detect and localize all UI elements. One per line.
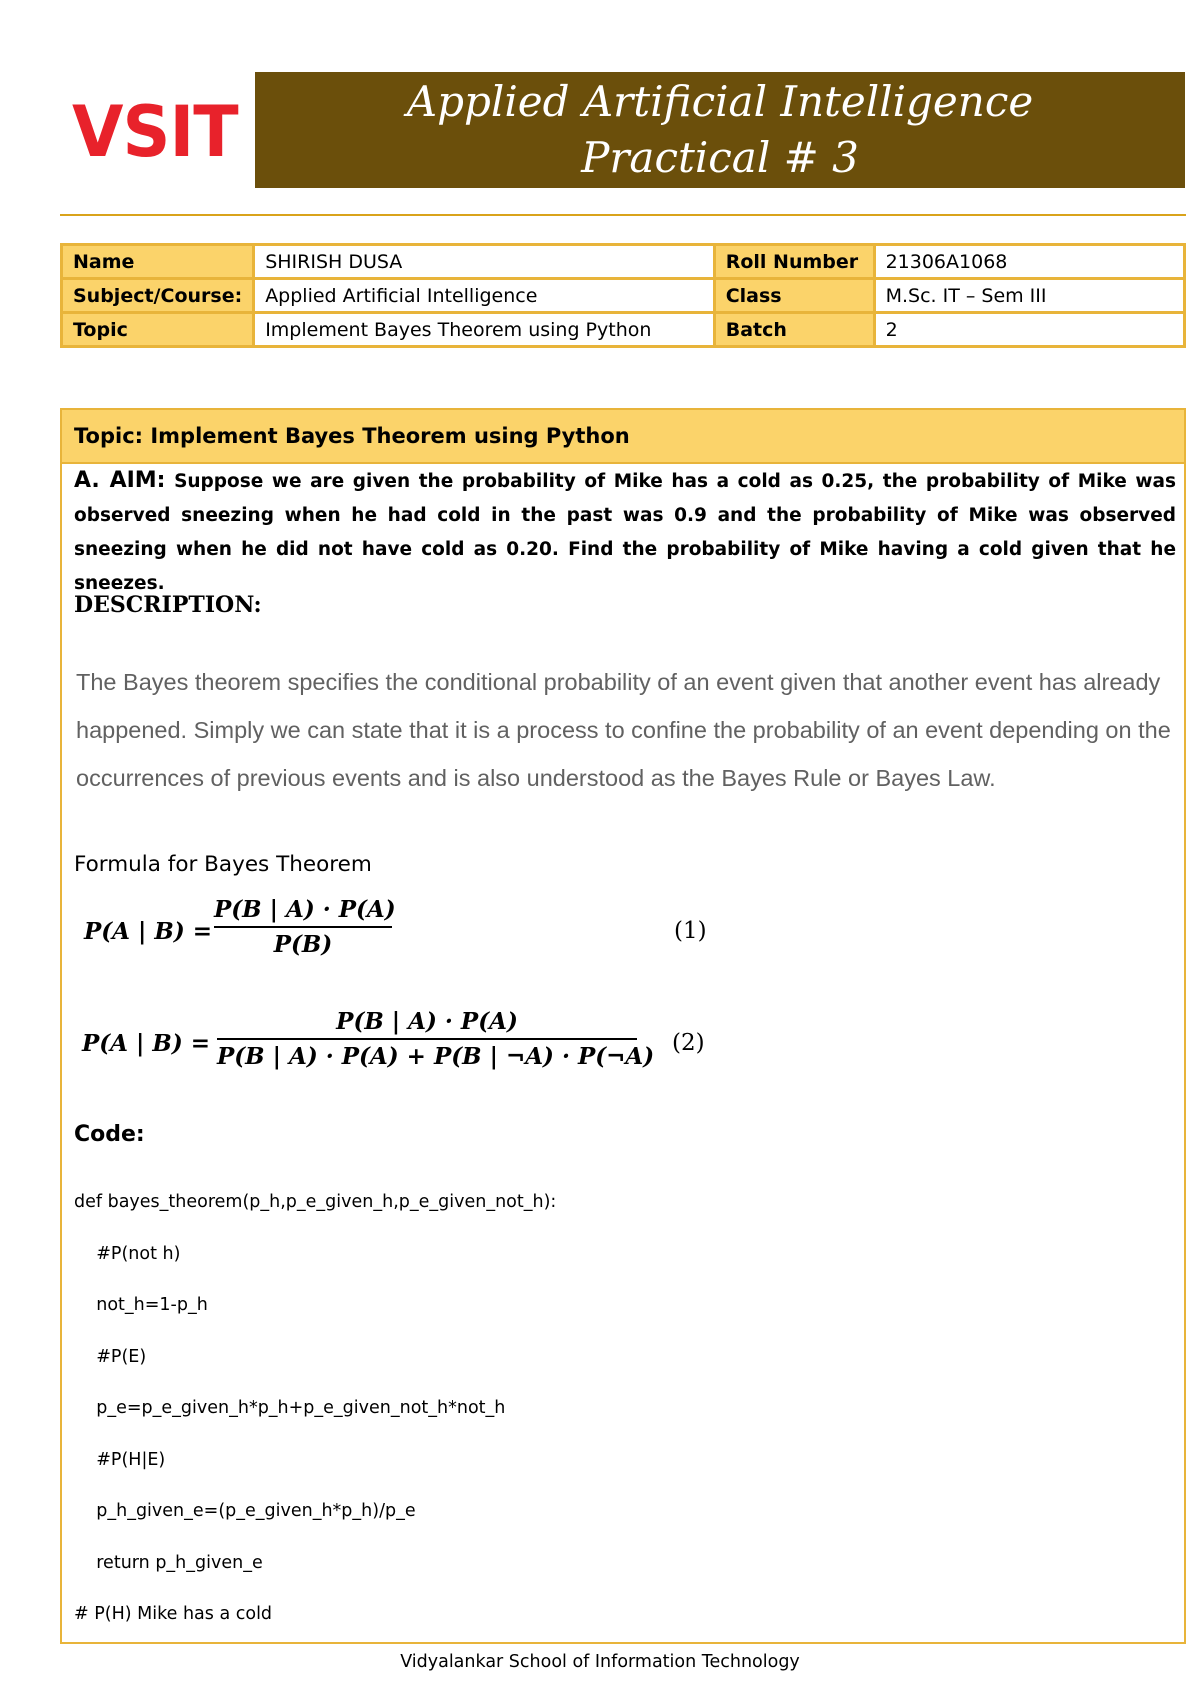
formula-label: Formula for Bayes Theorem: [74, 852, 372, 877]
code-line: p_h_given_e=(p_e_given_h*p_h)/p_e: [74, 1501, 416, 1521]
roll-number-label: Roll Number: [714, 245, 874, 279]
roll-number-value: 21306A1068: [874, 245, 1184, 279]
code-line: # P(H) Mike has a cold: [74, 1604, 273, 1624]
equation-1-lhs: P(A | B) =: [84, 918, 213, 945]
equation-2-lhs: P(A | B) =: [82, 1030, 211, 1057]
equation-2: [82, 1008, 742, 1088]
student-info-table: [60, 243, 1186, 348]
topic-heading: Topic: Implement Bayes Theorem using Python: [62, 410, 1184, 464]
code-line: p_e=p_e_given_h*p_h+p_e_given_not_h*not_h: [74, 1398, 506, 1418]
equation-1-numerator: P(B | A) · P(A): [214, 896, 396, 923]
code-line: def bayes_theorem(p_h,p_e_given_h,p_e_given_not_h):: [74, 1192, 557, 1212]
description-heading: DESCRIPTION:: [74, 592, 262, 618]
topic-value: Implement Bayes Theorem using Python: [254, 313, 715, 347]
table-row: [62, 279, 1185, 313]
code-heading: Code:: [74, 1122, 145, 1147]
code-block: [74, 1190, 556, 1654]
code-line: #P(E): [74, 1346, 147, 1367]
name-label: Name: [62, 245, 254, 279]
table-row: [62, 313, 1185, 347]
header-divider: [60, 214, 1186, 216]
code-line: return p_h_given_e: [74, 1552, 263, 1573]
subject-value: Applied Artificial Intelligence: [254, 279, 715, 313]
equation-1-number: (1): [674, 918, 707, 944]
equation-1-fraction: [214, 896, 396, 958]
equation-2-denominator: P(B | A) · P(A) + P(B | ¬A) · P(¬A): [217, 1042, 655, 1070]
code-line: #P(H|E): [74, 1449, 166, 1470]
description-text: The Bayes theorem specifies the conditional probability of an event given that another event has already happened. Simply we can state that it is a process to confine the probability of an event depending on the occurrences of previous events and is also understood as the Bayes Rule or Bayes Law.: [76, 669, 1171, 791]
title-banner: [255, 72, 1185, 188]
batch-value: 2: [874, 313, 1184, 347]
name-value: SHIRISH DUSA: [254, 245, 715, 279]
aim-paragraph: [74, 464, 1176, 601]
vsit-logo: VSIT: [72, 91, 238, 173]
class-label: Class: [714, 279, 874, 313]
equation-2-number: (2): [672, 1030, 705, 1056]
topic-label: Topic: [62, 313, 254, 347]
fraction-bar: [217, 1038, 637, 1040]
equation-1: [84, 896, 744, 976]
class-value: M.Sc. IT – Sem III: [874, 279, 1184, 313]
code-line: #P(not h): [74, 1243, 181, 1264]
code-line: not_h=1-p_h: [74, 1295, 208, 1315]
aim-text: Suppose we are given the probability of Mike has a cold as 0.25, the probability of Mike was observed sneezing when he had cold in the past was 0.9 and the probability of Mike was observed sneezing when he did not have cold as 0.20. Find the probability of Mike having a cold given that he sneezes.: [74, 471, 1176, 594]
title-line-2: Practical # 3: [581, 133, 859, 182]
table-row: [62, 245, 1185, 279]
page-footer: Vidyalankar School of Information Technology: [400, 1652, 800, 1672]
title-line-1: Applied Artificial Intelligence: [406, 77, 1034, 126]
equation-2-numerator: P(B | A) · P(A): [336, 1008, 518, 1035]
equation-2-fraction: [217, 1008, 655, 1070]
topic-section: [60, 408, 1186, 1644]
batch-label: Batch: [714, 313, 874, 347]
fraction-bar: [214, 926, 392, 928]
aim-label: A. AIM:: [74, 468, 166, 493]
subject-label: Subject/Course:: [62, 279, 254, 313]
equation-1-denominator: P(B): [273, 930, 333, 958]
